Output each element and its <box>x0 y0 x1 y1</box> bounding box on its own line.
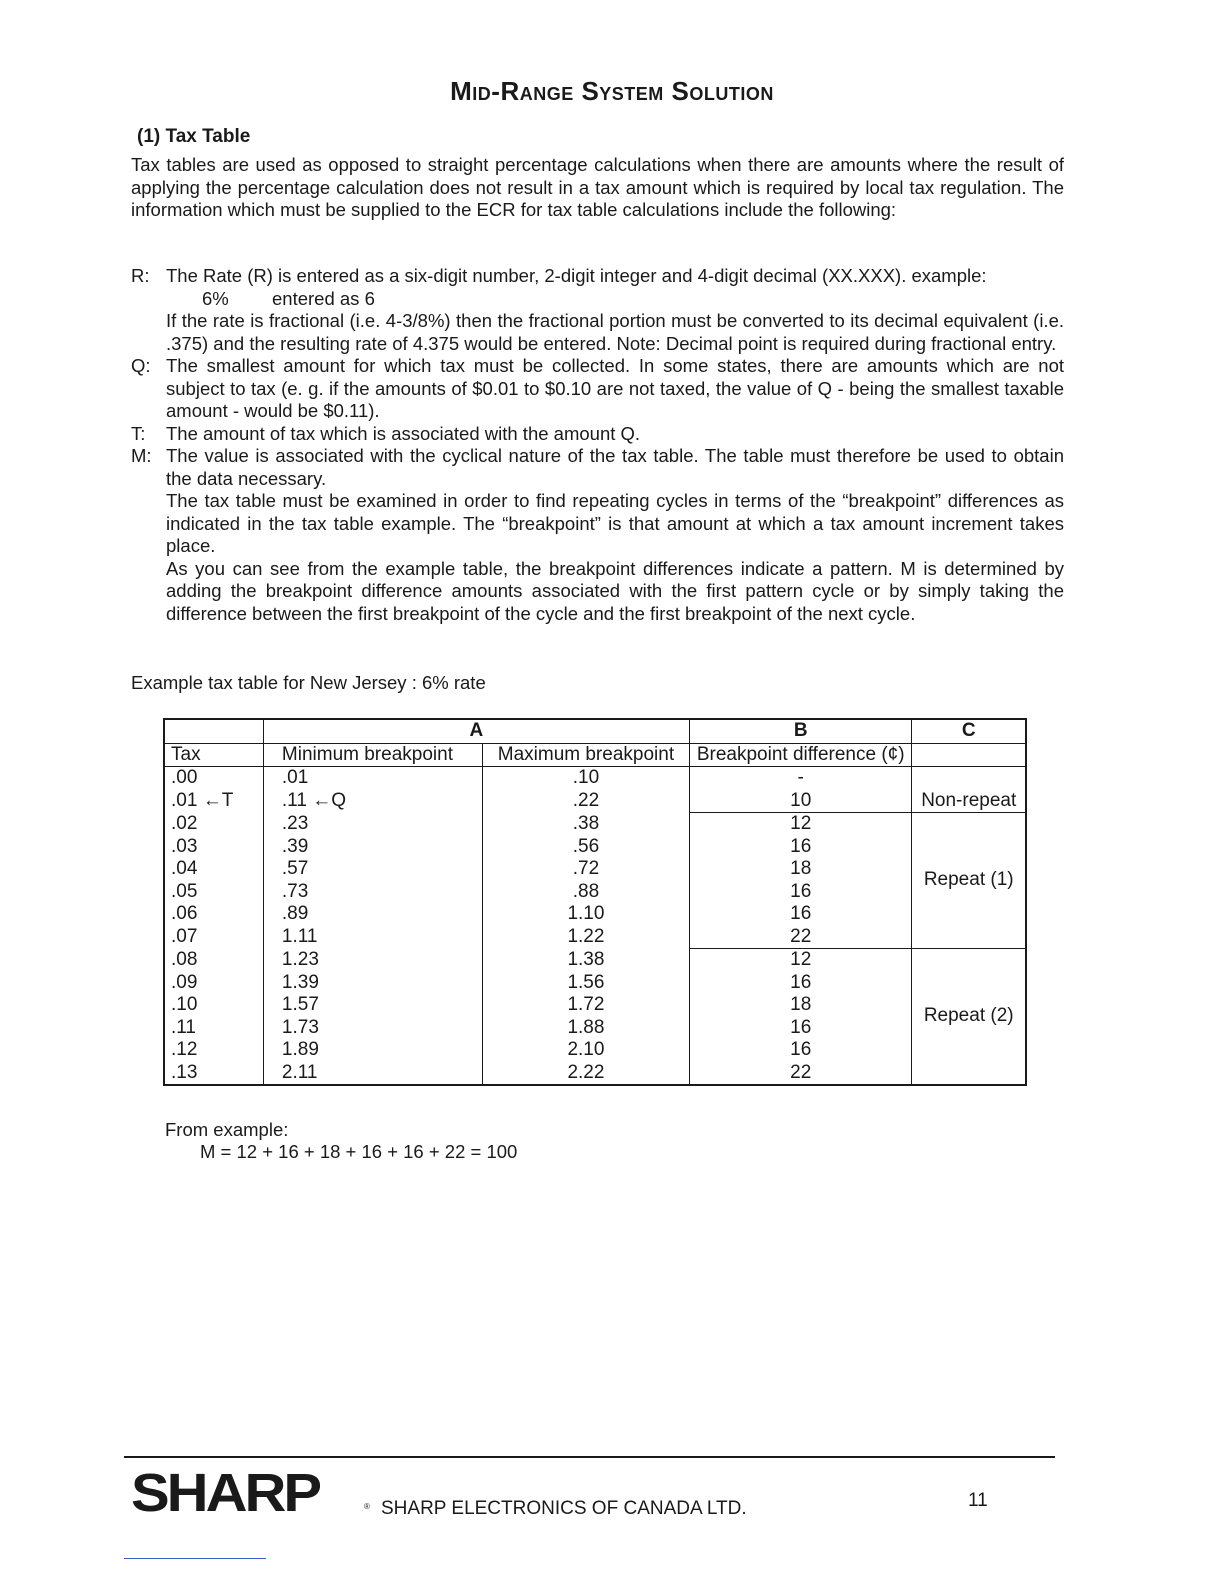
max-breakpoint-cell: 1.38 <box>482 949 689 972</box>
tax-cell: .07 <box>164 926 263 949</box>
table-body <box>164 767 1026 1086</box>
tax-cell: .03 <box>164 836 263 859</box>
min-breakpoint-cell: .23 <box>263 813 482 836</box>
min-breakpoint-cell: .01 <box>263 767 482 790</box>
group-label-cell: Repeat (1) <box>912 813 1026 949</box>
definition-r <box>131 265 1064 355</box>
max-breakpoint-cell: .10 <box>482 767 689 790</box>
table-row <box>164 1017 1026 1040</box>
table-row <box>164 926 1026 949</box>
breakpoint-difference-cell: 16 <box>689 881 912 904</box>
definition-q <box>131 355 1064 423</box>
group-header-c: C <box>912 719 1026 743</box>
min-breakpoint-cell: 1.23 <box>263 949 482 972</box>
table-row <box>164 813 1026 836</box>
rate-example <box>166 288 1064 311</box>
from-example-label: From example: <box>165 1119 289 1140</box>
intro-paragraph: Tax tables are used as opposed to straight percentage calculations when there are amounts where the result of applying the percentage calculation does not result in a tax amount which is required by local tax regulation. The information which must be supplied to the ECR for tax table calculations include the following: <box>131 154 1064 220</box>
m-formula: M = 12 + 16 + 18 + 16 + 16 + 22 = 100 <box>200 1141 518 1162</box>
breakpoint-difference-cell: 16 <box>689 1039 912 1062</box>
min-breakpoint-cell: .39 <box>263 836 482 859</box>
tax-cell: .11 <box>164 1017 263 1040</box>
definition-text: As you can see from the example table, the breakpoint differences indicate a pattern. M is determined by adding the breakpoint difference amounts associated with the first pattern cycle or by simply taking the difference between the first breakpoint of the cycle and the first breakpoint of the next cycle. <box>166 557 1064 624</box>
table-row <box>164 903 1026 926</box>
definition-letter: Q: <box>131 355 151 376</box>
min-breakpoint-cell: .57 <box>263 858 482 881</box>
max-breakpoint-cell: 1.56 <box>482 972 689 995</box>
tax-cell: .00 <box>164 767 263 790</box>
definition-note: If the rate is fractional (i.e. 4-3/8%) then the fractional portion must be converted to its decimal equivalent (i.e. .375) and the resulting rate of 4.375 would be entered. Note: Decimal point is required during fractional entry. <box>166 310 1064 354</box>
group-header-b: B <box>689 719 912 743</box>
min-breakpoint-cell: 2.11 <box>263 1062 482 1086</box>
table-row <box>164 994 1026 1017</box>
definition-m <box>131 445 1064 625</box>
table-row <box>164 767 1026 790</box>
page-number: 11 <box>968 1490 988 1511</box>
breakpoint-difference-cell: 16 <box>689 972 912 995</box>
breakpoint-difference-cell: 12 <box>689 813 912 836</box>
example-caption: Example tax table for New Jersey : 6% rate <box>131 672 486 693</box>
column-header-tax: Tax <box>164 743 263 767</box>
table-header-row <box>164 743 1026 767</box>
group-header-a: A <box>263 719 689 743</box>
sharp-logo: SHARP <box>131 1462 320 1523</box>
min-breakpoint-cell: 1.73 <box>263 1017 482 1040</box>
tax-cell: .05 <box>164 881 263 904</box>
breakpoint-difference-cell: - <box>689 767 912 790</box>
column-header-group <box>912 743 1026 767</box>
footer-rule <box>124 1456 1055 1458</box>
max-breakpoint-cell: 1.88 <box>482 1017 689 1040</box>
max-breakpoint-cell: .22 <box>482 790 689 813</box>
rate-example-entry: entered as 6 <box>272 287 375 309</box>
tax-table <box>163 718 1027 1086</box>
group-header-empty <box>164 719 263 743</box>
max-breakpoint-cell: 1.72 <box>482 994 689 1017</box>
breakpoint-difference-cell: 16 <box>689 903 912 926</box>
tax-cell: .01 ←T <box>164 790 263 813</box>
max-breakpoint-cell: 1.22 <box>482 926 689 949</box>
definition-text: The value is associated with the cyclical nature of the tax table. The table must therefore be used to obtain the data necessary. <box>166 445 1064 489</box>
tax-cell: .06 <box>164 903 263 926</box>
definition-text: The tax table must be examined in order to find repeating cycles in terms of the “breakpoint” differences as indicated in the tax table example. The “breakpoint” is that amount at which a tax amount increment takes place. <box>166 490 1064 556</box>
tax-cell: .12 <box>164 1039 263 1062</box>
breakpoint-difference-cell: 16 <box>689 1017 912 1040</box>
max-breakpoint-cell: 2.10 <box>482 1039 689 1062</box>
min-breakpoint-cell: .73 <box>263 881 482 904</box>
table-row <box>164 1062 1026 1086</box>
column-header-diff: Breakpoint difference (¢) <box>689 743 912 767</box>
breakpoint-difference-cell: 16 <box>689 836 912 859</box>
breakpoint-difference-cell: 12 <box>689 949 912 972</box>
section-heading: (1) Tax Table <box>137 126 251 147</box>
definition-letter: T: <box>131 422 146 444</box>
breakpoint-difference-cell: 18 <box>689 994 912 1017</box>
definition-text: The Rate (R) is entered as a six-digit number, 2-digit integer and 4-digit decimal (XX.XXX). example: <box>166 265 987 286</box>
min-breakpoint-cell: .89 <box>263 903 482 926</box>
min-breakpoint-cell: 1.39 <box>263 972 482 995</box>
max-breakpoint-cell: .56 <box>482 836 689 859</box>
tax-cell: .02 <box>164 813 263 836</box>
breakpoint-difference-cell: 10 <box>689 790 912 813</box>
definitions-list <box>131 265 1064 625</box>
definition-letter: R: <box>131 265 150 286</box>
breakpoint-difference-cell: 22 <box>689 926 912 949</box>
registered-mark-icon: ® <box>364 1502 370 1511</box>
tax-cell: .13 <box>164 1062 263 1086</box>
group-label-cell: Non-repeat <box>912 767 1026 813</box>
group-label-cell: Repeat (2) <box>912 949 1026 1086</box>
table-row <box>164 1039 1026 1062</box>
table-row <box>164 858 1026 881</box>
max-breakpoint-cell: .88 <box>482 881 689 904</box>
table-row <box>164 790 1026 813</box>
max-breakpoint-cell: .72 <box>482 858 689 881</box>
breakpoint-difference-cell: 18 <box>689 858 912 881</box>
definition-letter: M: <box>131 445 152 466</box>
column-header-min: Minimum breakpoint <box>263 743 482 767</box>
max-breakpoint-cell: 1.10 <box>482 903 689 926</box>
table-group-header-row <box>164 719 1026 743</box>
min-breakpoint-cell: 1.57 <box>263 994 482 1017</box>
page-title: Mid-Range System Solution <box>450 76 774 106</box>
link-underline <box>124 1558 266 1559</box>
company-name: SHARP ELECTRONICS OF CANADA LTD. <box>381 1498 747 1519</box>
tax-cell: .10 <box>164 994 263 1017</box>
max-breakpoint-cell: .38 <box>482 813 689 836</box>
definition-text: The smallest amount for which tax must be collected. In some states, there are amounts which are not subject to tax (e. g. if the amounts of $0.01 to $0.10 are not taxed, the value of Q - being the smallest taxable amount - would be $0.11). <box>166 355 1064 421</box>
breakpoint-difference-cell: 22 <box>689 1062 912 1086</box>
tax-cell: .04 <box>164 858 263 881</box>
min-breakpoint-cell: 1.11 <box>263 926 482 949</box>
column-header-max: Maximum breakpoint <box>482 743 689 767</box>
rate-example-value: 6% <box>202 287 229 309</box>
table-row <box>164 836 1026 859</box>
definition-t <box>131 423 1064 446</box>
tax-cell: .09 <box>164 972 263 995</box>
tax-cell: .08 <box>164 949 263 972</box>
min-breakpoint-cell: 1.89 <box>263 1039 482 1062</box>
table-row <box>164 881 1026 904</box>
min-breakpoint-cell: .11 ←Q <box>263 790 482 813</box>
definition-text: The amount of tax which is associated with the amount Q. <box>166 422 641 444</box>
table-row <box>164 972 1026 995</box>
table-row <box>164 949 1026 972</box>
max-breakpoint-cell: 2.22 <box>482 1062 689 1086</box>
